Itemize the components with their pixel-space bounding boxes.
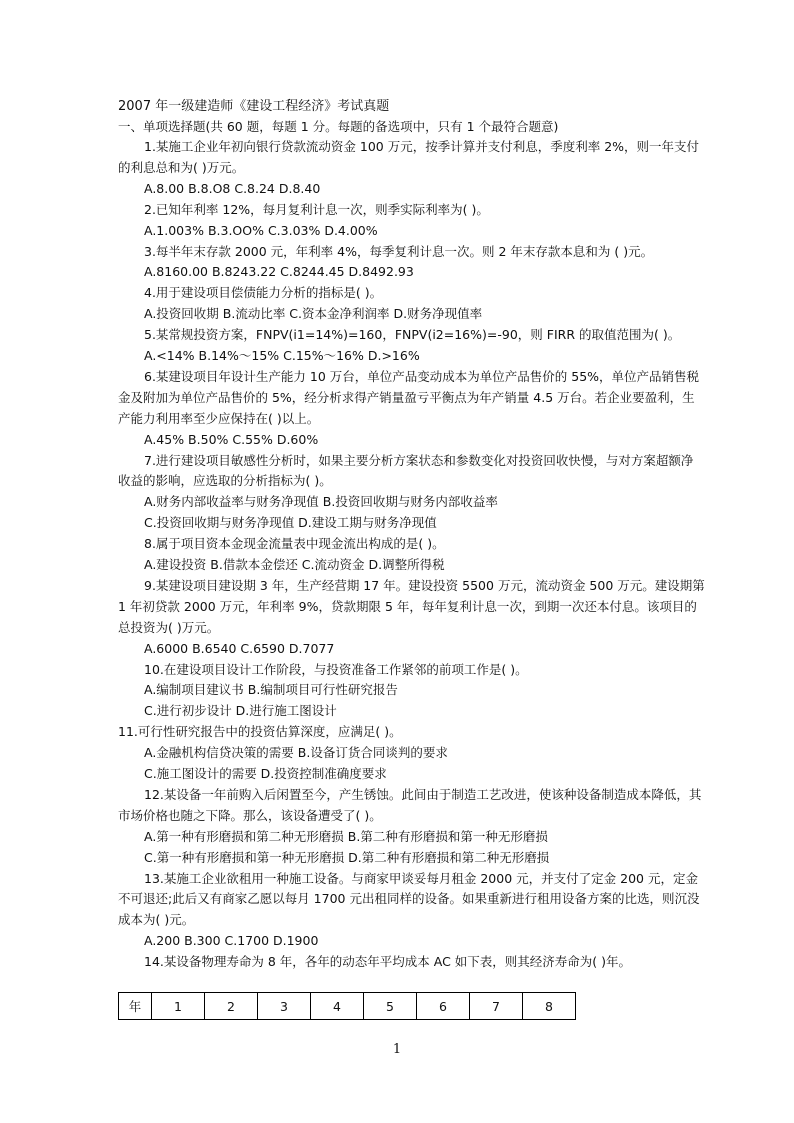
- question-11-options: A.金融机构信贷决策的需要 B.设备订货合同谈判的要求: [144, 745, 448, 761]
- question-9-stem-line: 总投资为( )万元。: [118, 619, 220, 635]
- exam-title: 2007 年一级建造师《建设工程经济》考试真题: [118, 99, 390, 114]
- question-11-stem-line: 11.可行性研究报告中的投资估算深度，应满足( )。: [118, 724, 402, 740]
- section-heading: 一、单项选择题(共 60 题，每题 1 分。每题的备选项中，只有 1 个最符合题意): [118, 119, 559, 134]
- question-9-stem-line: 1 年初贷款 2000 万元，年利率 9%，贷款期限 5 年，每年复利计息一次，到期一次还本付息。该项目的: [118, 598, 697, 614]
- question-7-options: C.投资回收期与财务净现值 D.建设工期与财务净现值: [144, 515, 437, 531]
- question-7-stem-line: 7.进行建设项目敏感性分析时，如果主要分析方案状态和参数变化对投资回收快慢，与对方案超额净: [144, 452, 694, 468]
- question-8-options: A.建设投资 B.借款本金偿还 C.流动资金 D.调整所得税: [144, 557, 445, 572]
- question-13-stem-line: 13.某施工企业欲租用一种施工设备。与商家甲谈妥每月租金 2000 元，并支付了定金 200 元，定金: [144, 870, 698, 886]
- question-13-stem-line: 成本为( )元。: [118, 912, 195, 928]
- question-10-options: A.编制项目建议书 B.编制项目可行性研究报告: [144, 682, 398, 698]
- page-number: 1: [392, 1042, 402, 1057]
- question-3-options: A.8160.00 B.8243.22 C.8244.45 D.8492.93: [144, 264, 414, 280]
- table-cell: 8: [523, 993, 576, 1020]
- question-10-options: C.进行初步设计 D.进行施工图设计: [144, 703, 337, 719]
- question-5-options: A.<14% B.14%～15% C.15%～16% D.>16%: [144, 348, 420, 363]
- question-7-stem-line: 收益的影响，应选取的分析指标为( )。: [118, 473, 332, 489]
- question-12-options: C.第一种有形磨损和第一种无形磨损 D.第二种有形磨损和第二种无形磨损: [144, 849, 550, 865]
- table-cell: 2: [205, 993, 258, 1020]
- question-1-options: A.8.00 B.8.O8 C.8.24 D.8.40: [144, 180, 321, 196]
- question-6-stem-line: 产能力利用率至少应保持在( )以上。: [118, 410, 320, 426]
- economic-life-table: [118, 992, 576, 1020]
- question-10-stem-line: 10.在建设项目设计工作阶段，与投资准备工作紧邻的前项工作是( )。: [144, 661, 528, 677]
- question-1-stem-line: 1.某施工企业年初向银行贷款流动资金 100 万元，按季计算并支付利息，季度利率 2%，则一年支付: [144, 139, 700, 154]
- table-cell: 1: [152, 993, 205, 1020]
- table-cell: 7: [470, 993, 523, 1020]
- question-4-stem-line: 4.用于建设项目偿债能力分析的指标是( )。: [144, 285, 383, 301]
- question-8-stem-line: 8.属于项目资本金现金流量表中现金流出构成的是( )。: [144, 536, 445, 552]
- question-4-options: A.投资回收期 B.流动比率 C.资本金净利润率 D.财务净现值率: [144, 306, 483, 322]
- question-5-stem-line: 5.某常规投资方案，FNPV(i1=14%)=160，FNPV(i2=16%)=-90，则 FIRR 的取值范围为( )。: [144, 327, 681, 343]
- question-13-options: A.200 B.300 C.1700 D.1900: [144, 933, 319, 949]
- question-6-stem-line: 金及附加为单位产品售价的 5%，经分析求得产销量盈亏平衡点为年产销量 4.5 万台。若企业要盈利，生: [118, 389, 695, 405]
- question-12-stem-line: 市场价格也随之下降。那么，该设备遭受了( )。: [118, 807, 382, 823]
- question-11-options: C.施工图设计的需要 D.投资控制准确度要求: [144, 766, 387, 781]
- question-9-options: A.6000 B.6540 C.6590 D.7077: [144, 640, 335, 656]
- question-2-options: A.1.003% B.3.OO% C.3.03% D.4.00%: [144, 222, 378, 238]
- table-cell: 6: [417, 993, 470, 1020]
- question-6-stem-line: 6.某建设项目年设计生产能力 10 万台，单位产品变动成本为单位产品售价的 55%，单位产品销售税: [144, 368, 700, 384]
- question-12-stem-line: 12.某设备一年前购入后闲置至今，产生锈蚀。此间由于制造工艺改进，使该种设备制造成本降低，其: [144, 786, 702, 802]
- table-cell: 5: [364, 993, 417, 1020]
- table-cell: 3: [258, 993, 311, 1020]
- question-1-stem-line: 的利息总和为( )万元。: [118, 159, 245, 175]
- table-row: [119, 993, 576, 1020]
- question-12-options: A.第一种有形磨损和第二种无形磨损 B.第二种有形磨损和第一种无形磨损: [144, 828, 548, 844]
- table-cell: 4: [311, 993, 364, 1020]
- question-9-stem-line: 9.某建设项目建设期 3 年，生产经营期 17 年。建设投资 5500 万元，流动资金 500 万元。建设期第: [144, 577, 705, 593]
- question-13-stem-line: 不可退还;此后又有商家乙愿以每月 1700 元出租同样的设备。如果重新进行租用设备方案的比选，则沉没: [118, 891, 700, 907]
- table-header-cell: 年: [119, 993, 152, 1020]
- question-3-stem-line: 3.每半年末存款 2000 元，年利率 4%，每季复利计息一次。则 2 年末存款本息和为 ( )元。: [144, 243, 654, 259]
- question-2-stem-line: 2.已知年利率 12%，每月复利计息一次，则季实际利率为( )。: [144, 201, 489, 217]
- question-6-options: A.45% B.50% C.55% D.60%: [144, 431, 319, 447]
- question-14-stem-line: 14.某设备物理寿命为 8 年，各年的动态年平均成本 AC 如下表，则其经济寿命为( )年。: [144, 954, 632, 970]
- question-7-options: A.财务内部收益率与财务净现值 B.投资回收期与财务内部收益率: [144, 494, 498, 510]
